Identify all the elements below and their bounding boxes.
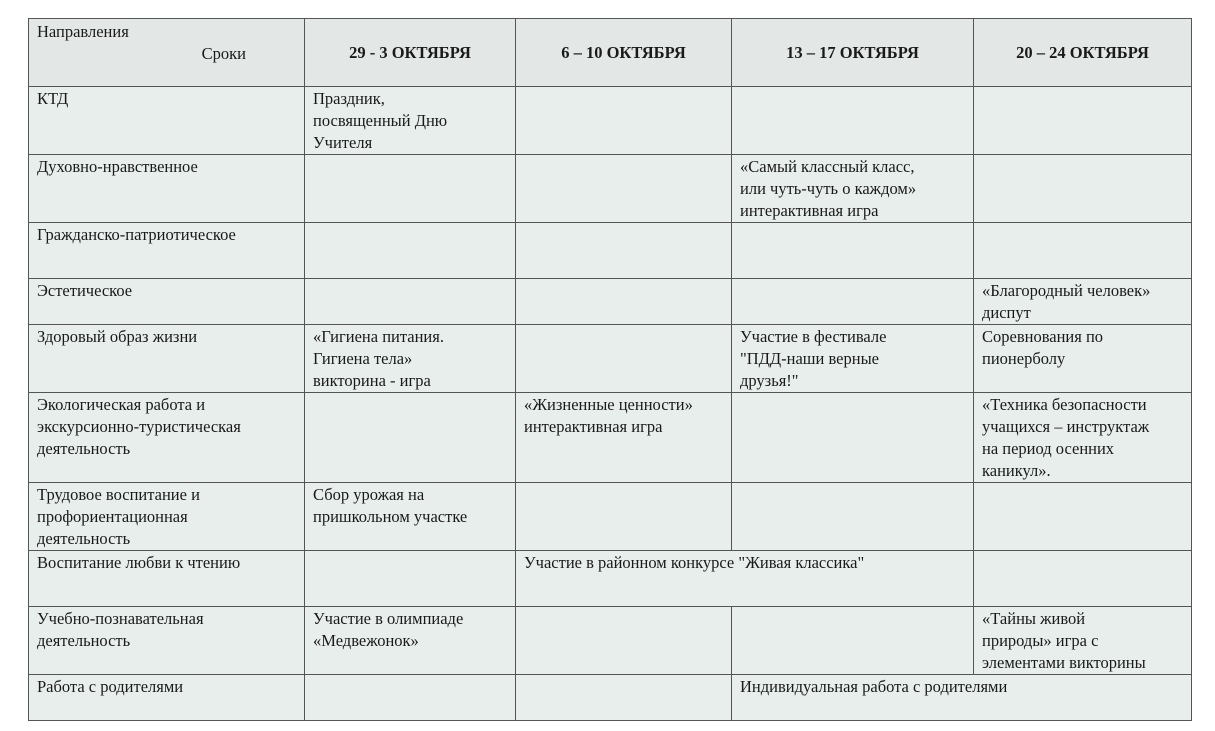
table-cell — [732, 87, 974, 155]
row-label: Здоровый образ жизни — [29, 325, 305, 393]
week-header: 6 – 10 ОКТЯБРЯ — [516, 19, 732, 87]
table-row — [29, 155, 1192, 223]
table-row — [29, 393, 1192, 483]
table-row — [29, 675, 1192, 721]
table-cell — [516, 325, 732, 393]
table-row — [29, 87, 1192, 155]
dates-label: Сроки — [201, 44, 246, 63]
table-cell — [516, 675, 732, 721]
week-header: 13 – 17 ОКТЯБРЯ — [732, 19, 974, 87]
table-cell — [516, 607, 732, 675]
table-cell-merged: Участие в районном конкурсе "Живая классика" — [516, 551, 974, 607]
table-cell — [516, 279, 732, 325]
row-label: Работа с родителями — [29, 675, 305, 721]
table-cell — [732, 393, 974, 483]
table-cell — [974, 483, 1192, 551]
table-row — [29, 607, 1192, 675]
table-row — [29, 325, 1192, 393]
row-label: Воспитание любви к чтению — [29, 551, 305, 607]
row-label: Экологическая работа и экскурсионно-туристическая деятельность — [29, 393, 305, 483]
row-label: Учебно-познавательная деятельность — [29, 607, 305, 675]
table-row — [29, 279, 1192, 325]
corner-header — [29, 19, 305, 87]
table-cell — [516, 223, 732, 279]
table-cell — [974, 87, 1192, 155]
table-cell — [732, 279, 974, 325]
table-cell — [732, 483, 974, 551]
table-cell: «Благородный человек» диспут — [974, 279, 1192, 325]
row-label: КТД — [29, 87, 305, 155]
table-cell — [516, 87, 732, 155]
table-cell: Участие в фестивале "ПДД-наши верные друзья!" — [732, 325, 974, 393]
table-cell — [305, 155, 516, 223]
table-cell: «Техника безопасности учащихся – инструктаж на период осенних каникул». — [974, 393, 1192, 483]
table-row — [29, 223, 1192, 279]
plan-table — [28, 18, 1192, 721]
header-row — [29, 19, 1192, 87]
table-cell: «Самый классный класс, или чуть-чуть о каждом» интерактивная игра — [732, 155, 974, 223]
row-label: Эстетическое — [29, 279, 305, 325]
table-cell: Участие в олимпиаде «Медвежонок» — [305, 607, 516, 675]
table-cell: «Жизненные ценности» интерактивная игра — [516, 393, 732, 483]
table-cell — [974, 551, 1192, 607]
table-cell — [305, 223, 516, 279]
week-header: 29 - 3 ОКТЯБРЯ — [305, 19, 516, 87]
table-cell-merged: Индивидуальная работа с родителями — [732, 675, 1192, 721]
row-label: Трудовое воспитание и профориентационная деятельность — [29, 483, 305, 551]
table-cell — [305, 279, 516, 325]
table-cell — [516, 155, 732, 223]
table-cell — [305, 393, 516, 483]
row-label: Духовно-нравственное — [29, 155, 305, 223]
table-row — [29, 483, 1192, 551]
table-cell — [732, 223, 974, 279]
table-cell — [974, 223, 1192, 279]
week-header: 20 – 24 ОКТЯБРЯ — [974, 19, 1192, 87]
table-cell: «Тайны живой природы» игра с элементами викторины — [974, 607, 1192, 675]
table-cell — [732, 607, 974, 675]
table-cell: Сбор урожая на пришкольном участке — [305, 483, 516, 551]
table-cell — [305, 675, 516, 721]
row-label: Гражданско-патриотическое — [29, 223, 305, 279]
directions-label: Направления — [37, 22, 129, 41]
table-cell: «Гигиена питания. Гигиена тела» викторина - игра — [305, 325, 516, 393]
table-row — [29, 551, 1192, 607]
table-cell: Праздник, посвященный Дню Учителя — [305, 87, 516, 155]
table-cell — [305, 551, 516, 607]
table-cell — [974, 155, 1192, 223]
table-cell — [516, 483, 732, 551]
table-cell: Соревнования по пионерболу — [974, 325, 1192, 393]
